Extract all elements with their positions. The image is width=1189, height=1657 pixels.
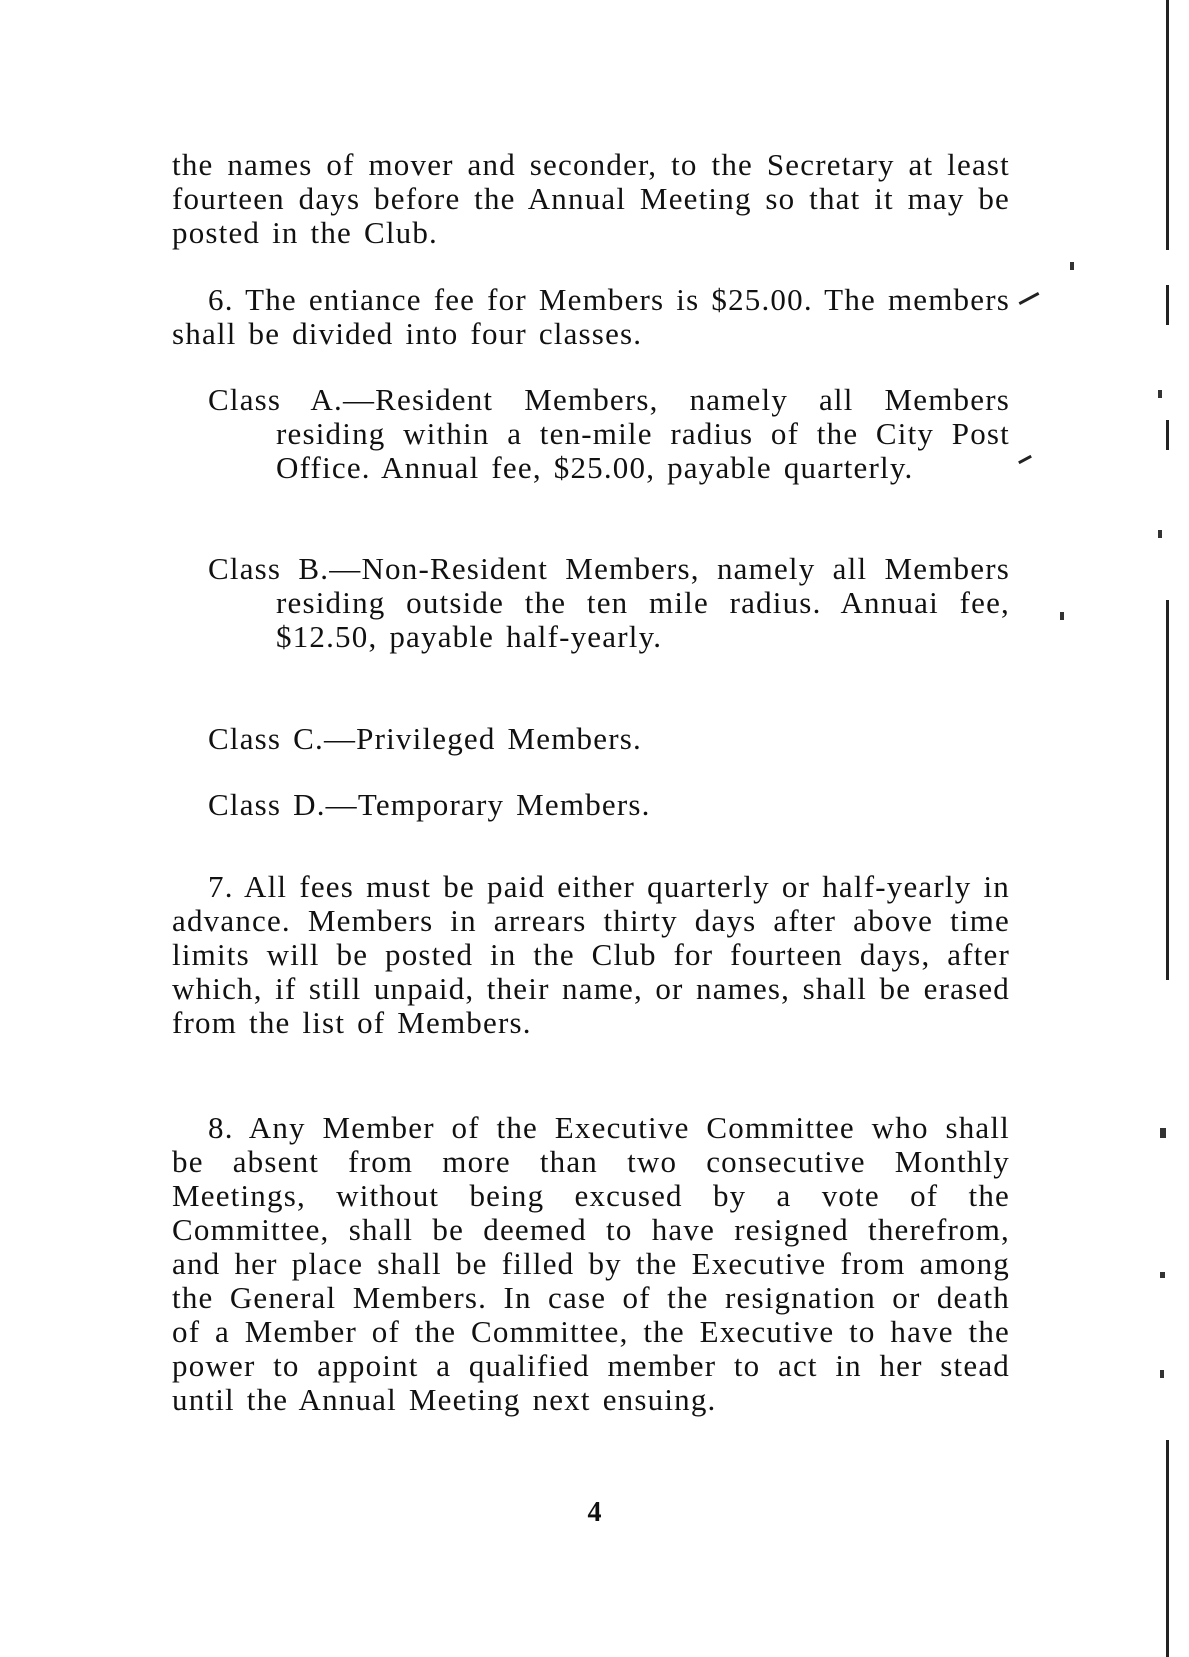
scan-speck [1060,612,1064,620]
edge-segment [1166,420,1169,450]
paragraph-7-text: 7. All fees must be paid either quarterly or half-yearly in advance. Members in arrears thirty days after above time limits will be posted in the Club for fourteen days, after which, if still unpaid, their name, or names, shall be erased from the list of Members. [172,869,1010,1040]
edge-segment [1166,0,1169,250]
paragraph-continued [172,148,1010,250]
scan-speck [1160,1272,1165,1278]
paragraph-6-text: 6. The entiance fee for Members is $25.00. The members shall be divided into four classes. [172,282,1010,351]
edge-segment [1166,285,1169,325]
page-edge-line [1166,0,1170,1657]
class-c-entry: Class C.—Privileged Members. [208,721,642,756]
class-b-entry: Class B.—Non-Resident Members, namely all Members residing outside the ten mile radius. Annuai fee, $12.50, payable half-yearly. [208,551,1010,654]
paragraph-8-text: 8. Any Member of the Executive Committee who shall be absent from more than two consecutive Monthly Meetings, without being excused by a vote of the Committee, shall be deemed to have resigned therefrom, and her place shall be filled by the Executive from among the General Members. In case of the resignation or death of a Member of the Committee, the Executive to have the power to appoint a qualified member to act in her stead until the Annual Meeting next ensuing. [172,1110,1010,1417]
paragraph-continued-text: the names of mover and seconder, to the Secretary at least fourteen days before the Annual Meeting so that it may be posted in the Club. [172,147,1010,250]
scan-speck [1070,262,1074,270]
scan-speck [1158,530,1162,538]
edge-segment [1166,600,1169,980]
class-d-entry: Class D.—Temporary Members. [208,787,651,822]
scan-speck [1158,390,1162,398]
paragraph-6 [172,283,1010,351]
scan-speck [1160,1128,1166,1138]
scan-speck [1160,1370,1164,1378]
paragraph-7 [172,870,1010,1040]
check-mark-icon [1019,292,1040,305]
edge-segment [1166,1440,1169,1657]
page-number: 4 [587,1497,602,1528]
paragraph-8 [172,1111,1010,1417]
class-a-entry: Class A.—Resident Members, namely all Members residing within a ten-mile radius of the City Post Office. Annual fee, $25.00, payable quarterly. [208,382,1010,485]
check-mark-icon [1018,455,1032,464]
